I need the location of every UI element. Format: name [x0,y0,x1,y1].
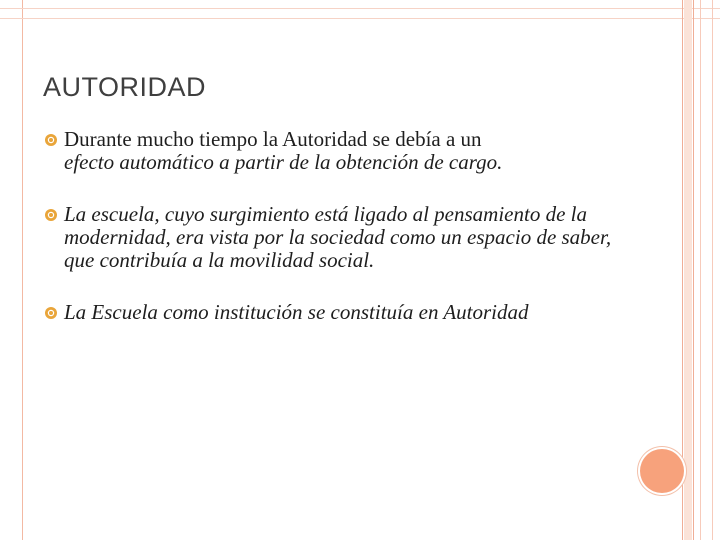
left-decor-line [22,0,23,540]
top-decor-line [0,8,720,9]
bullet-item [44,203,644,272]
top-decor-line [0,18,720,19]
bullet-text-emphasis: efecto automático a partir de la obtención de cargo. [64,150,503,174]
bullet-item [44,301,644,324]
right-decor-line [712,0,713,540]
bullet-text: La escuela, cuyo surgimiento está ligado al pensamiento de la modernidad, era vista por la sociedad como un espacio de saber, que contribuía a la movilidad social. [64,202,612,272]
bullet-text: Durante mucho tiempo la Autoridad se debía a un [64,127,482,151]
bullet-list [44,128,644,324]
sun-bullet-icon [44,306,58,320]
sun-bullet-icon [44,133,58,147]
right-decor-line [693,0,694,540]
right-decor-stripe [684,0,692,540]
slide-title: AUTORIDAD [43,72,207,102]
bullet-item [44,128,644,174]
decor-circle [640,449,684,493]
bullet-text: La Escuela como institución se constituía en Autoridad [64,300,529,324]
right-decor-line [682,0,683,540]
sun-bullet-icon [44,208,58,222]
right-decor-line [700,0,701,540]
